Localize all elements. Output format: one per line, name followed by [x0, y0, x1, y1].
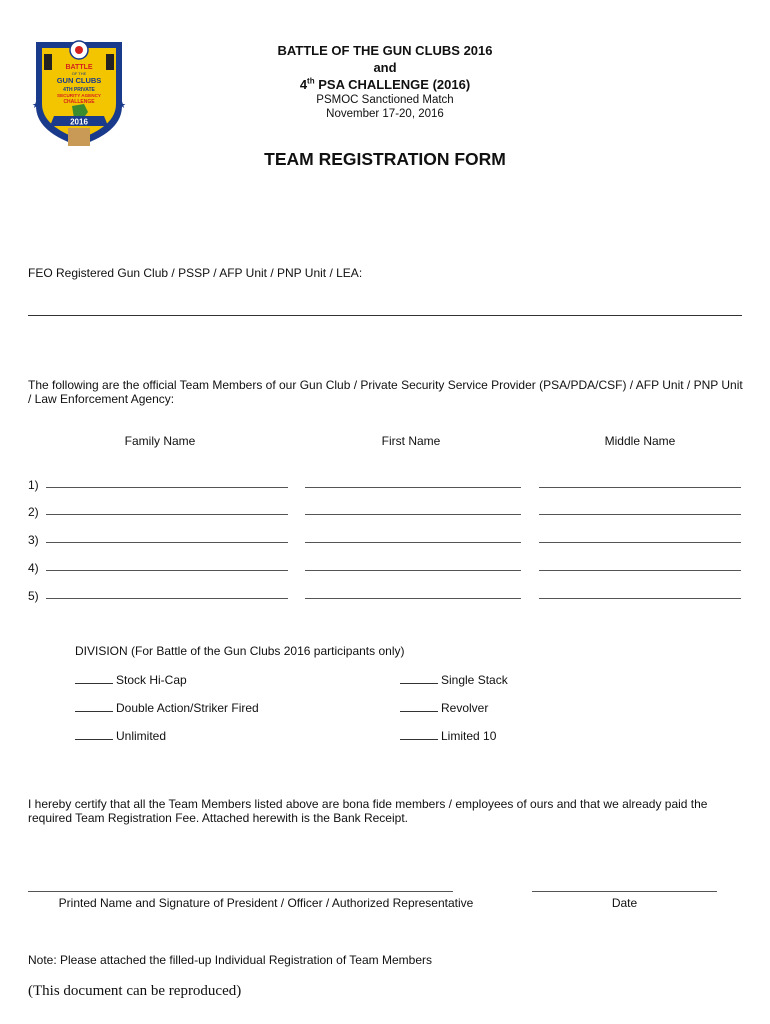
check-blank[interactable]: [75, 728, 113, 740]
first-name-field[interactable]: [305, 570, 521, 571]
column-first-name: First Name: [381, 434, 441, 448]
check-blank[interactable]: [75, 672, 113, 684]
check-blank[interactable]: [400, 672, 438, 684]
column-family-name: Family Name: [124, 434, 196, 448]
event-dates: November 17-20, 2016: [326, 108, 444, 120]
event-logo: [28, 36, 130, 148]
division-option-revolver[interactable]: Revolver: [400, 700, 488, 715]
row-number: 4): [28, 561, 39, 575]
family-name-field[interactable]: [46, 514, 288, 515]
middle-name-field[interactable]: [539, 570, 741, 571]
star-right-icon: ★: [118, 100, 127, 110]
first-name-field[interactable]: [305, 542, 521, 543]
logo-line3: GUN CLUBS: [56, 76, 102, 85]
check-blank[interactable]: [400, 700, 438, 712]
division-option-double-action[interactable]: Double Action/Striker Fired: [75, 700, 259, 715]
event-sanctioned: PSMOC Sanctioned Match: [316, 94, 454, 106]
reproduced-note: (This document can be reproduced): [28, 983, 242, 999]
event-title: BATTLE OF THE GUN CLUBS 2016: [277, 43, 493, 58]
check-blank[interactable]: [400, 728, 438, 740]
logo-line6: CHALLENGE: [63, 99, 95, 105]
family-name-field[interactable]: [46, 487, 288, 488]
row-number: 5): [28, 589, 39, 603]
first-name-field[interactable]: [305, 487, 521, 488]
logo-line4: 4TH PRIVATE: [63, 87, 95, 93]
column-middle-name: Middle Name: [604, 434, 676, 448]
shooter-left-icon: [44, 54, 52, 70]
shooter-right-icon: [106, 54, 114, 70]
feo-label: FEO Registered Gun Club / PSSP / AFP Unit / PNP Unit / LEA:: [28, 266, 363, 280]
family-name-field[interactable]: [46, 598, 288, 599]
logo-base: [68, 128, 90, 146]
division-title: DIVISION (For Battle of the Gun Clubs 2016 participants only): [75, 644, 405, 658]
division-option-single-stack[interactable]: Single Stack: [400, 672, 508, 687]
members-intro: The following are the official Team Members of our Gun Club / Private Security Service Provider (PSA/PDA/CSF) / AFP Unit / PNP Unit / Law Enforcement Agency:: [28, 378, 743, 406]
row-number: 2): [28, 505, 39, 519]
middle-name-field[interactable]: [539, 514, 741, 515]
signature-field[interactable]: [28, 891, 453, 892]
first-name-field[interactable]: [305, 514, 521, 515]
logo-line5: SECURITY AGENCY: [57, 93, 101, 98]
family-name-field[interactable]: [46, 542, 288, 543]
note-text: Note: Please attached the filled-up Individual Registration of Team Members: [28, 953, 432, 967]
star-left-icon: ★: [32, 100, 41, 110]
row-number: 1): [28, 478, 39, 492]
middle-name-field[interactable]: [539, 487, 741, 488]
division-option-stock-hi-cap[interactable]: Stock Hi-Cap: [75, 672, 187, 687]
event-and: and: [373, 60, 397, 75]
feo-input-line[interactable]: [28, 315, 742, 316]
signature-label: Printed Name and Signature of President / Officer / Authorized Representative: [58, 896, 474, 910]
check-blank[interactable]: [75, 700, 113, 712]
first-name-field[interactable]: [305, 598, 521, 599]
logo-line2: OF THE: [71, 71, 87, 76]
family-name-field[interactable]: [46, 570, 288, 571]
form-title: TEAM REGISTRATION FORM: [264, 149, 506, 169]
logo-year: 2016: [70, 117, 88, 127]
date-label: Date: [611, 896, 638, 910]
logo-line1: BATTLE: [65, 64, 93, 71]
division-option-limited-10[interactable]: Limited 10: [400, 728, 496, 743]
division-option-unlimited[interactable]: Unlimited: [75, 728, 166, 743]
middle-name-field[interactable]: [539, 598, 741, 599]
row-number: 3): [28, 533, 39, 547]
event-psa-challenge: 4th PSA CHALLENGE (2016): [299, 76, 471, 92]
certification-text: I hereby certify that all the Team Members listed above are bona fide members / employees of ours and that we already paid the required Team Registration Fee. Attached herewith is the Bank Receipt.: [28, 797, 708, 825]
middle-name-field[interactable]: [539, 542, 741, 543]
date-field[interactable]: [532, 891, 717, 892]
